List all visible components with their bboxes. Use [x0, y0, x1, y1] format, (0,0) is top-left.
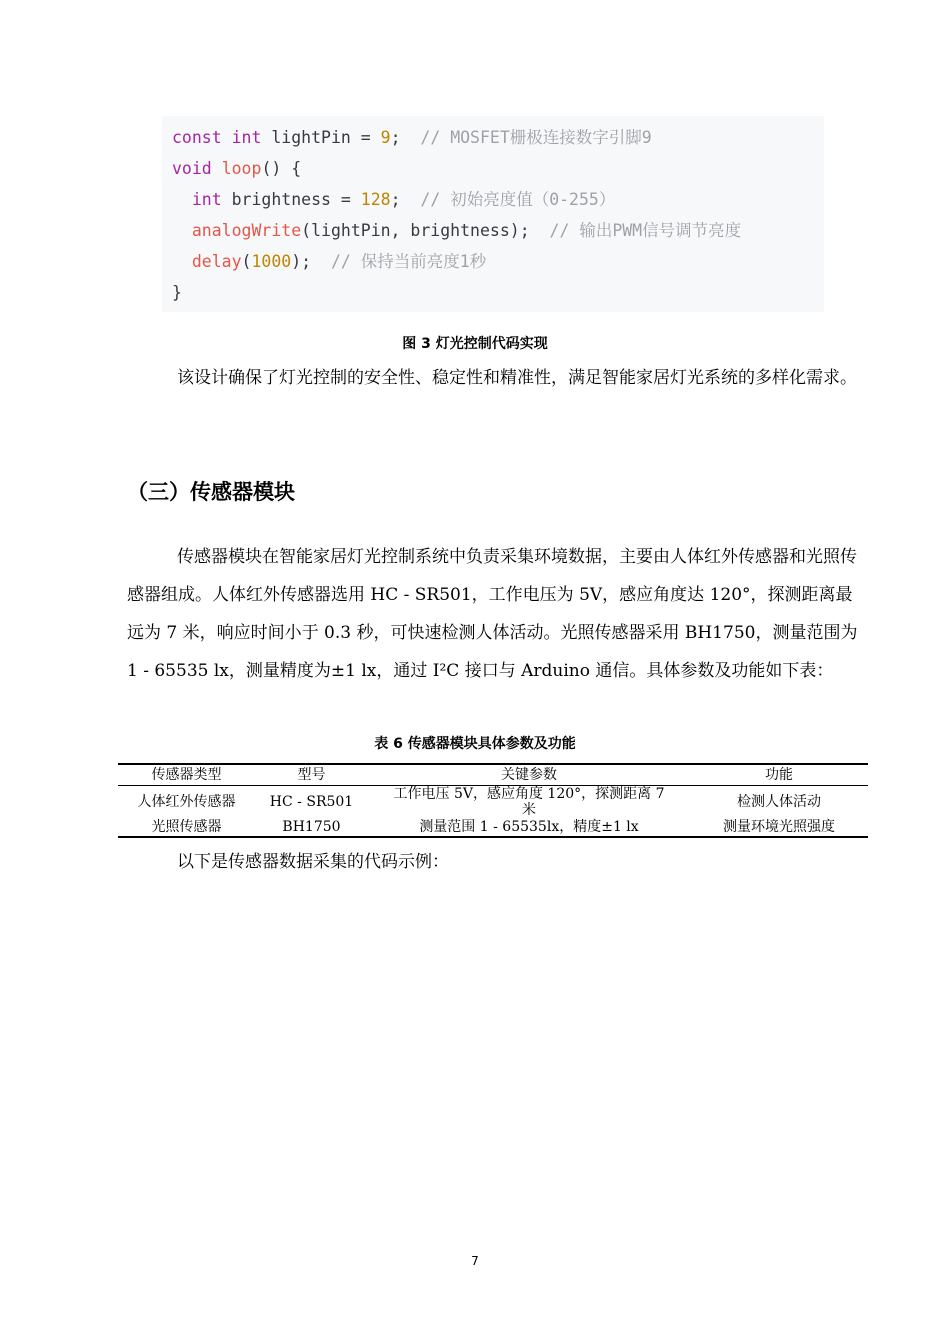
parameter-table: [118, 763, 868, 838]
code-line: [172, 246, 824, 277]
table-cell: 测量范围 1 - 65535lx，精度±1 lx: [419, 819, 639, 835]
code-token: analogWrite: [191, 221, 302, 240]
code-token: }: [172, 283, 182, 302]
code-token: 1000: [251, 252, 292, 271]
code-token: (: [241, 252, 252, 271]
code-comment: // 初始亮度值（0-255）: [420, 190, 616, 209]
code-line: [172, 277, 824, 308]
table-cell: 人体红外传感器: [137, 794, 236, 810]
paragraph: 以下是传感器数据采集的代码示例：: [177, 852, 449, 872]
page-number: 7: [471, 1254, 479, 1268]
table-caption: 表 6 传感器模块具体参数及功能: [374, 736, 576, 752]
code-token: int: [231, 128, 262, 147]
table-header-cell: 型号: [255, 764, 368, 786]
code-line: [172, 215, 824, 246]
code-block: [162, 116, 824, 312]
table-cell: 光照传感器: [151, 819, 222, 835]
code-token: ;: [390, 190, 421, 209]
code-comment: // 保持当前亮度1秒: [330, 252, 487, 271]
code-token: () {: [261, 159, 302, 178]
table-header-cell: 功能: [690, 764, 868, 786]
paragraph: 传感器模块在智能家居灯光控制系统中负责采集环境数据，主要由人体红外传感器和光照传感器组成。人体红外传感器选用 HC - SR501，工作电压为 5V，感应角度达 120°，探测距离最远为 7 米，响应时间小于 0.3 秒，可快速检测人体活动。光照传感器采用 BH1750，测量范围为 1 - 65535 lx，测量精度为±1 lx，通过 I²C 接口与 Arduino 通信。具体参数及功能如下表：: [127, 547, 858, 681]
code-token: loop: [221, 159, 262, 178]
code-token: delay: [191, 252, 242, 271]
code-token: (lightPin, brightness);: [301, 221, 550, 240]
code-token: lightPin =: [261, 128, 381, 147]
code-line: [172, 184, 824, 215]
code-line: [172, 153, 824, 184]
table-cell: 测量环境光照强度: [723, 819, 835, 835]
table-header-row: [118, 764, 868, 786]
table-row: [118, 818, 868, 837]
table-cell: 工作电压 5V，感应角度 120°，探测距离 7 米: [393, 786, 665, 818]
code-token: 9: [380, 128, 391, 147]
code-token: void: [172, 159, 212, 178]
code-comment: // 输出PWM信号调节亮度: [549, 221, 742, 240]
section-heading: （三）传感器模块: [127, 480, 295, 504]
code-line: [172, 122, 824, 153]
table-header-cell: 传感器类型: [118, 764, 255, 786]
table-row: [118, 786, 868, 819]
paragraph: 该设计确保了灯光控制的安全性、稳定性和精准性，满足智能家居灯光系统的多样化需求。: [177, 368, 857, 388]
table-header-cell: 关键参数: [368, 764, 690, 786]
code-token: ;: [390, 128, 421, 147]
figure-caption: 图 3 灯光控制代码实现: [402, 336, 548, 352]
code-token: 128: [360, 190, 391, 209]
code-token: brightness =: [221, 190, 361, 209]
table-cell: BH1750: [282, 819, 341, 835]
table-cell: HC - SR501: [269, 794, 354, 810]
code-comment: // MOSFET栅极连接数字引脚9: [420, 128, 652, 147]
table-cell: 检测人体活动: [737, 794, 821, 810]
code-token: int: [191, 190, 222, 209]
code-token: );: [291, 252, 331, 271]
code-token: const: [172, 128, 222, 147]
